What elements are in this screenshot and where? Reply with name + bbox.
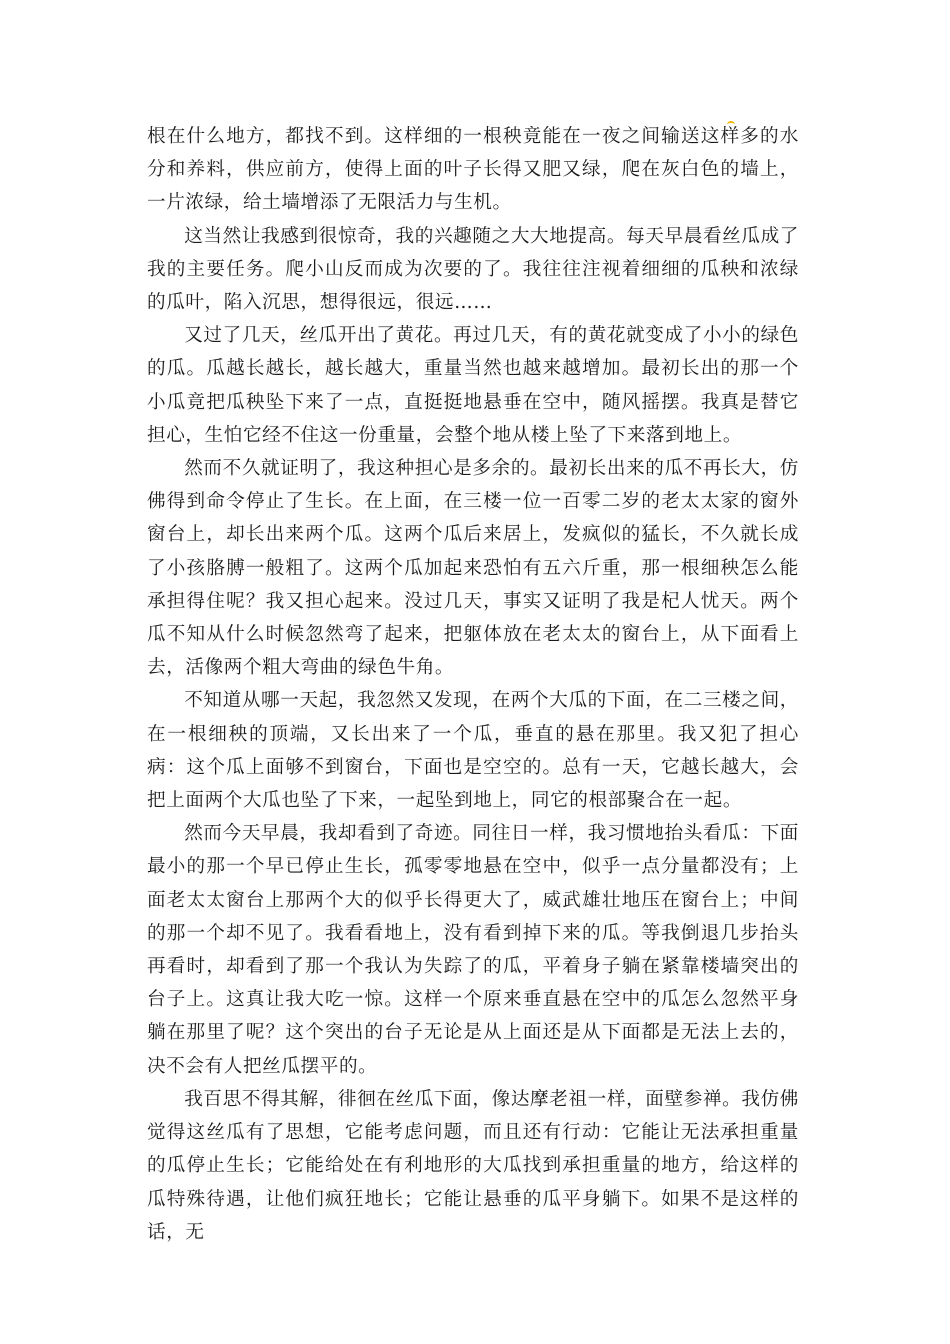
paragraph-4: 然而不久就证明了，我这种担心是多余的。最初长出来的瓜不再长大，仿佛得到命令停止了生长。在上面，在三楼一位一百零二岁的老太太家的窗外窗台上，却长出来两个瓜。这两个瓜后来居上，发疯似的猛长，不久就长成了小孩胳膊一般粗了。这两个瓜加起来恐怕有五六斤重，那一根细秧怎么能承担得住呢？我又担心起来。没过几天，事实又证明了我是杞人忧天。两个瓜不知从什么时候忽然弯了起来，把躯体放在老太太的窗台上，从下面看上去，活像两个粗大弯曲的绿色牛角。 [147,458,799,679]
paragraph-2: 这当然让我感到很惊奇，我的兴趣随之大大地提高。每天早晨看丝瓜成了我的主要任务。爬小山反而成为次要的了。我往往注视着细细的瓜秧和浓绿的瓜叶，陷入沉思，想得很远，很远…… [147,225,799,314]
paragraph-1: 根在什么地方，都找不到。这样细的一根秧竟能在一夜之间输送这样多的水分和养料，供应前方，使得上面的叶子长得又肥又绿，爬在灰白色的墙上，一片浓绿，给土墙增添了无限活力与生机。 [147,126,799,214]
paragraph-3: 又过了几天，丝瓜开出了黄花。再过几天，有的黄花就变成了小小的绿色的瓜。瓜越长越长，越长越大，重量当然也越来越增加。最初长出的那一个小瓜竟把瓜秧坠下来了一点，直挺挺地悬垂在空中，随风摇摆。我真是替它担心，生怕它经不住这一份重量，会整个地从楼上坠了下来落到地上。 [147,325,799,446]
paragraph-5: 不知道从哪一天起，我忽然又发现，在两个大瓜的下面，在二三楼之间，在一根细秧的顶端，又长出来了一个瓜，垂直的悬在那里。我又犯了担心病：这个瓜上面够不到窗台，下面也是空空的。总有一天，它越长越大，会把上面两个大瓜也坠了下来，一起坠到地上，同它的根部聚合在一起。 [147,690,799,812]
document-body [147,120,799,1249]
paragraph-6: 然而今天早晨，我却看到了奇迹。同往日一样，我习惯地抬头看瓜：下面最小的那一个早已停止生长，孤零零地悬在空中，似乎一点分量都没有；上面老太太窗台上那两个大的似乎长得更大了，威武雄壮地压在窗台上；中间的那一个却不见了。我看看地上，没有看到掉下来的瓜。等我倒退几步抬头再看时，却看到了那一个我认为失踪了的瓜，平着身子躺在紧靠楼墙突出的台子上。这真让我大吃一惊。这样一个原来垂直悬在空中的瓜怎么忽然平身躺在那里了呢？这个突出的台子无论是从上面还是从下面都是无法上去的，决不会有人把丝瓜摆平的。 [147,823,799,1077]
paragraph-7: 我百思不得其解，徘徊在丝瓜下面，像达摩老祖一样，面壁参禅。我仿佛觉得这丝瓜有了思想，它能考虑问题，而且还有行动：它能让无法承担重量的瓜停止生长；它能给处在有利地形的大瓜找到承担重量的地方，给这样的瓜特殊待遇，让他们疯狂地长；它能让悬垂的瓜平身躺下。如果不是这样的话，无 [147,1088,799,1243]
